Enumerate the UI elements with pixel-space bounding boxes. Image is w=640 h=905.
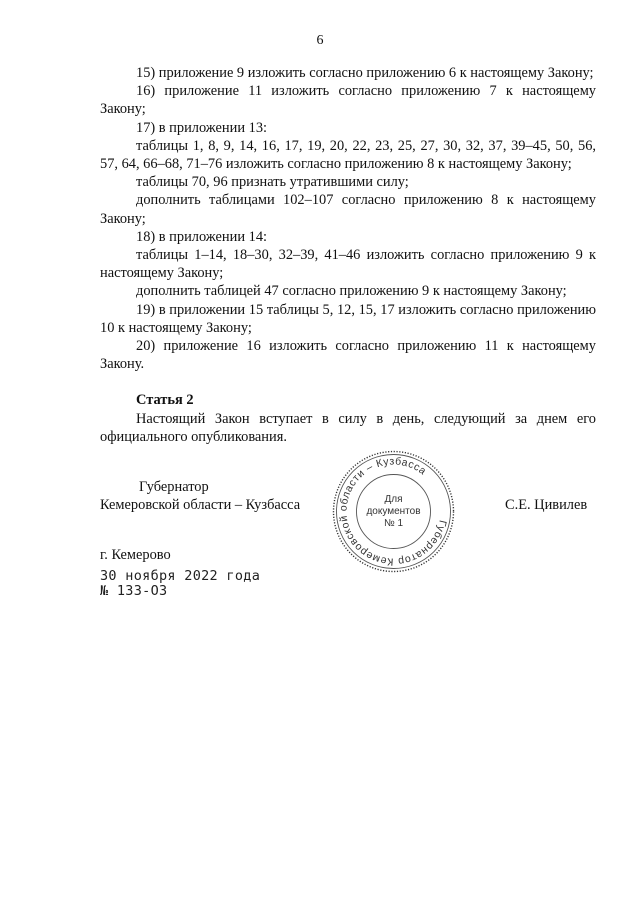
- article-title: Статья 2: [136, 392, 194, 409]
- seal-center-line2: документов: [366, 506, 421, 517]
- list-item: таблицы 1, 8, 9, 14, 16, 17, 19, 20, 22, 23, 25, 27, 30, 32, 37, 39–45, 50, 56, 57, 64, 66–68, 71–76 изложить согласно приложению 8 к настоящему Закону;: [100, 137, 596, 173]
- signatory-title-line2: Кемеровской области – Кузбасса: [100, 497, 301, 513]
- article-text: Настоящий Закон вступает в силу в день, следующий за днем его официального опубликования.: [100, 410, 596, 445]
- list-item: дополнить таблицами 102–107 согласно приложению 8 к настоящему Закону;: [100, 192, 596, 227]
- list-item: 15) приложение 9 изложить согласно приложению 6 к настоящему Закону;: [136, 65, 594, 81]
- list-item: 16) приложение 11 изложить согласно приложению 7 к настоящему Закону;: [100, 83, 596, 118]
- list-item: 20) приложение 16 изложить согласно приложению 11 к настоящему Закону.: [100, 338, 596, 373]
- official-seal: [330, 448, 457, 575]
- document-body: [100, 64, 596, 446]
- place: г. Кемерово: [100, 547, 171, 563]
- seal-ring-text: Губернатор Кемеровской области – Кузбасса: [337, 455, 449, 568]
- page-number: 6: [316, 33, 324, 48]
- list-item: таблицы 1–14, 18–30, 32–39, 41–46 изложить согласно приложению 9 к настоящему Закону;: [100, 247, 596, 282]
- seal-center-line1: Для: [384, 494, 403, 505]
- seal-center-line3: № 1: [383, 518, 404, 529]
- list-item: 18) в приложении 14:: [136, 228, 268, 245]
- seal-icon: [330, 448, 457, 575]
- signing-date: 30 ноября 2022 года: [100, 568, 261, 584]
- signatory-name: С.Е. Цивилев: [505, 497, 588, 513]
- list-item: таблицы 70, 96 признать утратившими силу;: [136, 174, 409, 191]
- law-number: № 133-ОЗ: [100, 583, 168, 599]
- signatory-title-line1: Губернатор: [139, 479, 209, 495]
- list-item: 19) в приложении 15 таблицы 5, 12, 15, 17 изложить согласно приложению 10 к настоящему Закону;: [100, 301, 596, 336]
- list-item: дополнить таблицей 47 согласно приложению 9 к настоящему Закону;: [136, 283, 567, 300]
- list-item: 17) в приложении 13:: [136, 119, 268, 136]
